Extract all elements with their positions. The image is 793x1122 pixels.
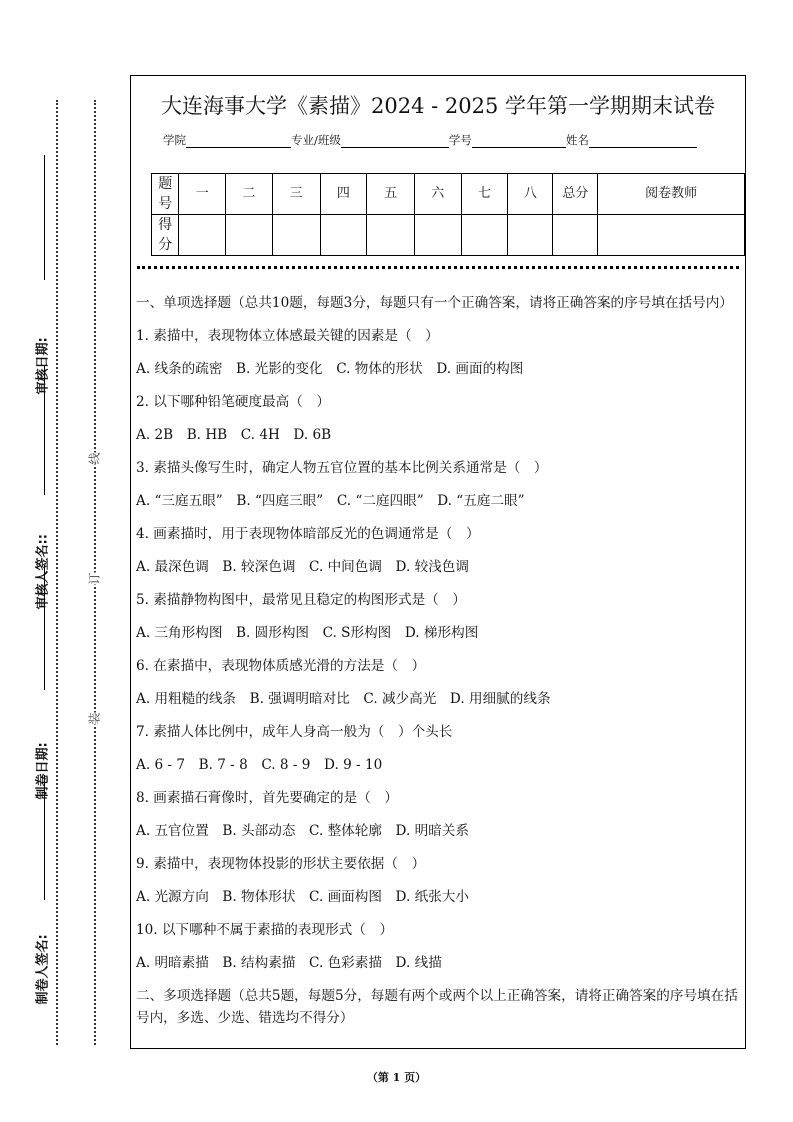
score-table xyxy=(151,173,745,256)
options: A. 用粗糙的线条 B. 强调明暗对比 C. 减少高光 D. 用细腻的线条 xyxy=(136,691,551,707)
column-header: 八 xyxy=(508,174,553,215)
field-label: 学院 xyxy=(163,133,186,147)
score-cell[interactable] xyxy=(226,215,273,256)
name-field[interactable] xyxy=(589,133,697,148)
options: A. 三角形构图 B. 圆形构图 C. S形构图 D. 梯形构图 xyxy=(136,625,479,641)
column-header: 总分 xyxy=(553,174,598,215)
field-label: 姓名 xyxy=(565,133,589,147)
score-cell[interactable] xyxy=(272,215,320,256)
questions xyxy=(136,292,739,1040)
column-header: 阅卷教师 xyxy=(598,174,745,215)
page-number: （第 1 页） xyxy=(366,1071,427,1084)
score-cell[interactable] xyxy=(414,215,461,256)
question: 2. 以下哪种铅笔硬度最高（ ） xyxy=(136,394,331,410)
question: 4. 画素描时，用于表现物体暗部反光的色调通常是（ ） xyxy=(136,526,480,542)
binding-mark: 线 xyxy=(84,452,105,464)
question: 3. 素描头像写生时，确定人物五官位置的基本比例关系通常是（ ） xyxy=(136,460,548,476)
page-title: 大连海事大学《素描》2024 - 2025 学年第一学期期末试卷 xyxy=(160,94,715,118)
column-header: 五 xyxy=(367,174,415,215)
exam-page: 制卷人签名: 制卷日期: 审核人签名:: 审核日期: 装 订 线 大连海事大学《素描》2024 - 2025 学年第一学期期末试卷 学院 专业/班级 学号 姓名 题号 一 二 三 四 五 六 七 八 总分 阅卷教师 得分 一、单项选择题（总共10题，每题3分，每题只有一个正确答案，请将正确答案的序号填在括号内） 1. 素描中，表现物体立体感最关键的因素是（ ） A. 线条的疏密 B. 光影的变化 C. 物体的形状 D. 画面的构图 2. 以下哪种铅笔硬度最高（ ） A. 2B B. HB C. 4H D. 6B 3. 素描头像写生时，确定人物五官位置的基本比例关系通常是（ ） A. “三庭五眼” B. “四庭三眼” C. “二庭四眼” D. “五庭二眼” 4. 画素描时，用于表现物体暗部反光的色调通常是（ ） A. 最深色调 B. 较深色调 C. 中间色调 D. 较浅色调 5. 素描静物构图中，最常见且稳定的构图形式是（ ） A. 三角形构图 B. 圆形构图 C. S形构图 D. 梯形构图 6. 在素描中，表现物体质感光滑的方法是（ ） A. 用粗糙的线条 B. 强调明暗对比 C. 减少高光 D. 用细腻的线条 7. 素描人体比例中，成年人身高一般为（ ）个头长 A. 6 - 7 B. 7 - 8 C. 8 - 9 D. 9 - 10 8. 画素描石膏像时，首先要确定的是（ ） A. 五官位置 B. 头部动态 C. 整体轮廓 D. 明暗关系 9. 素描中，表现物体投影的形状主要依据（ ） A. 光源方向 B. 物体形状 C. 画面构图 D. 纸张大小 10. 以下哪种不属于素描的表现形式（ ） A. 明暗素描 B. 结构素描 C. 色彩素描 D. 线描 二、多项选择题（总共5题，每题5分，每题有两个或两个以上正确答案，请将正确答案的序号填在括号内，多选、少选、错选均不得分） （第 1 页） xyxy=(0,0,793,1122)
options: A. 最深色调 B. 较深色调 C. 中间色调 D. 较浅色调 xyxy=(136,559,469,575)
question: 9. 素描中，表现物体投影的形状主要依据（ ） xyxy=(136,856,426,872)
row-header: 得分 xyxy=(152,215,179,256)
field-label: 学号 xyxy=(448,133,472,147)
question: 10. 以下哪种不属于素描的表现形式（ ） xyxy=(136,922,394,938)
section-heading: 一、单项选择题（总共10题，每题3分，每题只有一个正确答案，请将正确答案的序号填在括号内） xyxy=(136,295,733,311)
signature-line xyxy=(44,155,45,280)
score-cell[interactable] xyxy=(553,215,598,256)
score-cell[interactable] xyxy=(508,215,553,256)
margin-dotted-line xyxy=(56,100,58,1045)
score-cell[interactable] xyxy=(179,215,226,256)
column-header: 六 xyxy=(414,174,461,215)
college-field[interactable] xyxy=(186,133,291,148)
binding-mark: 订 xyxy=(84,572,105,584)
major-class-field[interactable] xyxy=(341,133,449,148)
column-header: 三 xyxy=(272,174,320,215)
exam-frame xyxy=(130,75,746,1049)
score-cell[interactable] xyxy=(367,215,415,256)
options: A. 光源方向 B. 物体形状 C. 画面构图 D. 纸张大小 xyxy=(136,889,469,905)
student-id-field[interactable] xyxy=(472,133,566,148)
row-header: 题号 xyxy=(152,174,179,215)
score-cell[interactable] xyxy=(320,215,367,256)
options: A. 6 - 7 B. 7 - 8 C. 8 - 9 D. 9 - 10 xyxy=(136,757,383,773)
column-header: 一 xyxy=(179,174,226,215)
field-label: 专业/班级 xyxy=(291,133,341,147)
options: A. 五官位置 B. 头部动态 C. 整体轮廓 D. 明暗关系 xyxy=(136,823,469,839)
student-info-row xyxy=(163,132,697,148)
binding-mark: 装 xyxy=(84,712,105,724)
question: 6. 在素描中，表现物体质感光滑的方法是（ ） xyxy=(136,658,426,674)
column-header: 二 xyxy=(226,174,273,215)
section-heading: 二、多项选择题（总共5题，每题5分，每题有两个或两个以上正确答案，请将正确答案的序号填在括号内，多选、少选、错选均不得分） xyxy=(136,988,738,1026)
options: A. 2B B. HB C. 4H D. 6B xyxy=(136,427,332,443)
score-cell[interactable] xyxy=(461,215,508,256)
score-cell[interactable] xyxy=(598,215,745,256)
question: 7. 素描人体比例中，成年人身高一般为（ ）个头长 xyxy=(136,724,453,740)
options: A. 明暗素描 B. 结构素描 C. 色彩素描 D. 线描 xyxy=(136,955,442,971)
question: 5. 素描静物构图中，最常见且稳定的构图形式是（ ） xyxy=(136,592,466,608)
question: 8. 画素描石膏像时，首先要确定的是（ ） xyxy=(136,790,398,806)
options: A. “三庭五眼” B. “四庭三眼” C. “二庭四眼” D. “五庭二眼” xyxy=(136,493,525,509)
question: 1. 素描中，表现物体立体感最关键的因素是（ ） xyxy=(136,328,439,344)
column-header: 四 xyxy=(320,174,367,215)
column-header: 七 xyxy=(461,174,508,215)
options: A. 线条的疏密 B. 光影的变化 C. 物体的形状 D. 画面的构图 xyxy=(136,361,524,377)
dotted-separator xyxy=(137,266,739,269)
